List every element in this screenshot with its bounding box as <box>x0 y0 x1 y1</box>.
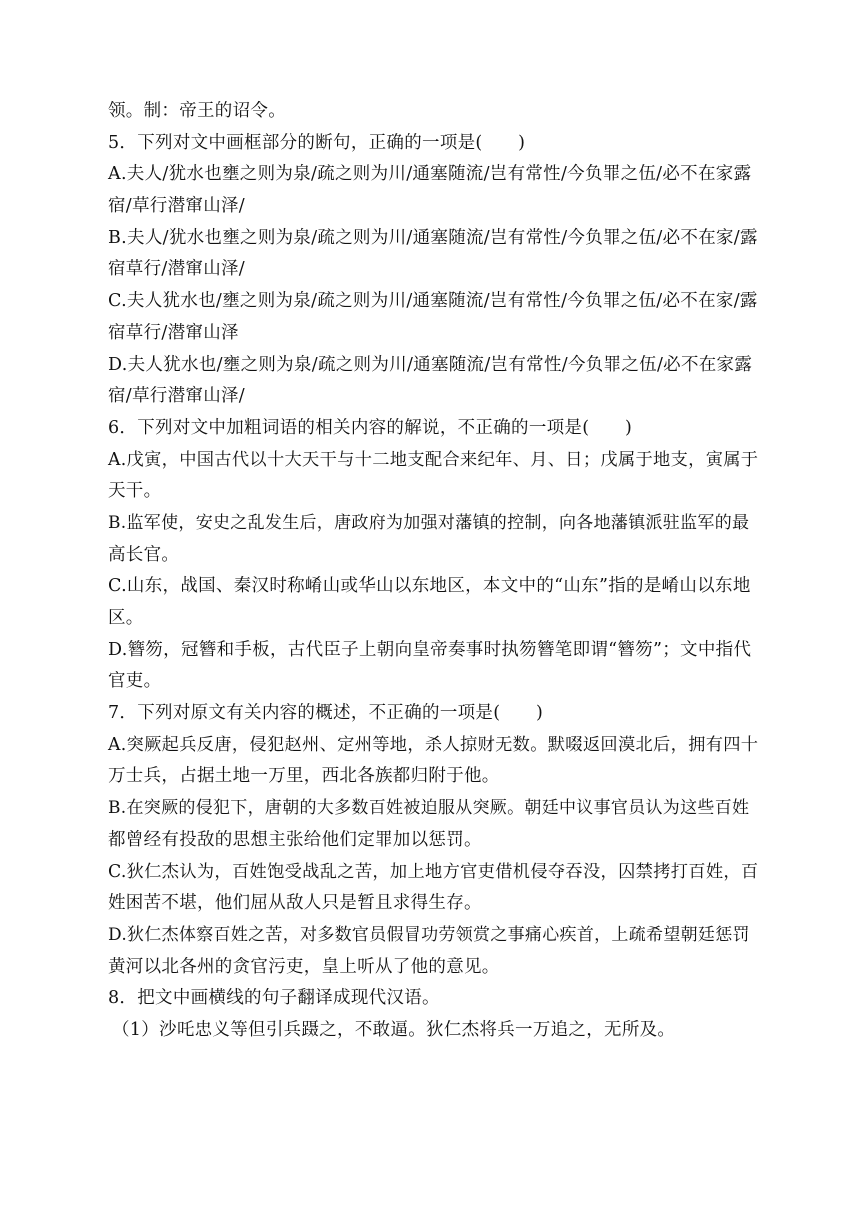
option-7d-cont: 黄河以北各州的贪官污吏，皇上听从了他的意见。 <box>108 956 500 977</box>
option-6a-cont: 天干。 <box>108 481 162 502</box>
option-5d-cont: 宿/草行潜窜山泽/ <box>108 386 245 407</box>
text-line: 领。制：帝王的诏令。 <box>108 101 286 121</box>
option-6b-cont: 高长官。 <box>108 544 180 565</box>
document-page <box>108 96 758 1047</box>
option-5c-cont: 宿草行/潜窜山泽 <box>108 322 239 343</box>
question-7: 7．下列对原文有关内容的概述，不正确的一项是( ) <box>108 703 544 724</box>
option-5b-cont: 宿草行/潜窜山泽/ <box>108 259 245 280</box>
option-5a-cont: 宿/草行潜窜山泽/ <box>108 196 245 217</box>
question-6: 6．下列对文中加粗词语的相关内容的解说，不正确的一项是( ) <box>108 417 633 438</box>
question-8: 8．把文中画横线的句子翻译成现代汉语。 <box>108 988 440 1009</box>
option-7b-cont: 都曾经有投敌的思想主张给他们定罪加以惩罚。 <box>108 829 482 850</box>
option-5b: B.夫人/犹水也壅之则为泉/疏之则为川/通塞随流/岂有常性/今负罪之伍/必不在家/露 <box>108 227 758 248</box>
option-7b: B.在突厥的侵犯下，唐朝的大多数百姓被迫服从突厥。朝廷中议事官员认为这些百姓 <box>108 798 750 819</box>
option-5a: A.夫人/犹水也壅之则为泉/疏之则为川/通塞随流/岂有常性/今负罪之伍/必不在家露 <box>108 164 752 185</box>
option-7a: A.突厥起兵反唐，侵犯赵州、定州等地，杀人掠财无数。默啜返回漠北后，拥有四十 <box>108 734 759 755</box>
option-7c-cont: 姓困苦不堪，他们屈从敌人只是暂且求得生存。 <box>108 893 482 914</box>
option-7a-cont: 万士兵，占据土地一万里，西北各族都归附于他。 <box>108 766 500 787</box>
option-6d-cont: 官吏。 <box>108 671 162 692</box>
option-6a: A.戊寅，中国古代以十大天干与十二地支配合来纪年、月、日；戊属于地支，寅属于 <box>108 449 759 470</box>
option-6c: C.山东，战国、秦汉时称崤山或华山以东地区，本文中的“山东”指的是崤山以东地 <box>108 576 751 597</box>
option-7d: D.狄仁杰体察百姓之苦，对多数官员假冒功劳领赏之事痛心疾首，上疏希望朝廷惩罚 <box>108 924 750 945</box>
option-7c: C.狄仁杰认为，百姓饱受战乱之苦，加上地方官吏借机侵夺吞没，囚禁拷打百姓，百 <box>108 861 759 882</box>
option-6d: D.簪笏，冠簪和手板，古代臣子上朝向皇帝奏事时执笏簪笔即谓“簪笏”；文中指代 <box>108 639 752 660</box>
option-6b: B.监军使，安史之乱发生后，唐政府为加强对藩镇的控制，向各地藩镇派驻监军的最 <box>108 512 750 533</box>
question-8-part-1: （1）沙吒忠义等但引兵蹑之，不敢逼。狄仁杰将兵一万追之，无所及。 <box>112 1019 676 1040</box>
option-5c: C.夫人犹水也/壅之则为泉/疏之则为川/通塞随流/岂有常性/今负罪之伍/必不在家/露 <box>108 291 758 312</box>
question-5: 5．下列对文中画框部分的断句，正确的一项是( ) <box>108 132 526 153</box>
option-5d: D.夫人犹水也/壅之则为泉/疏之则为川/通塞随流/岂有常性/今负罪之伍/必不在家露 <box>108 354 753 375</box>
option-6c-cont: 区。 <box>108 608 144 628</box>
